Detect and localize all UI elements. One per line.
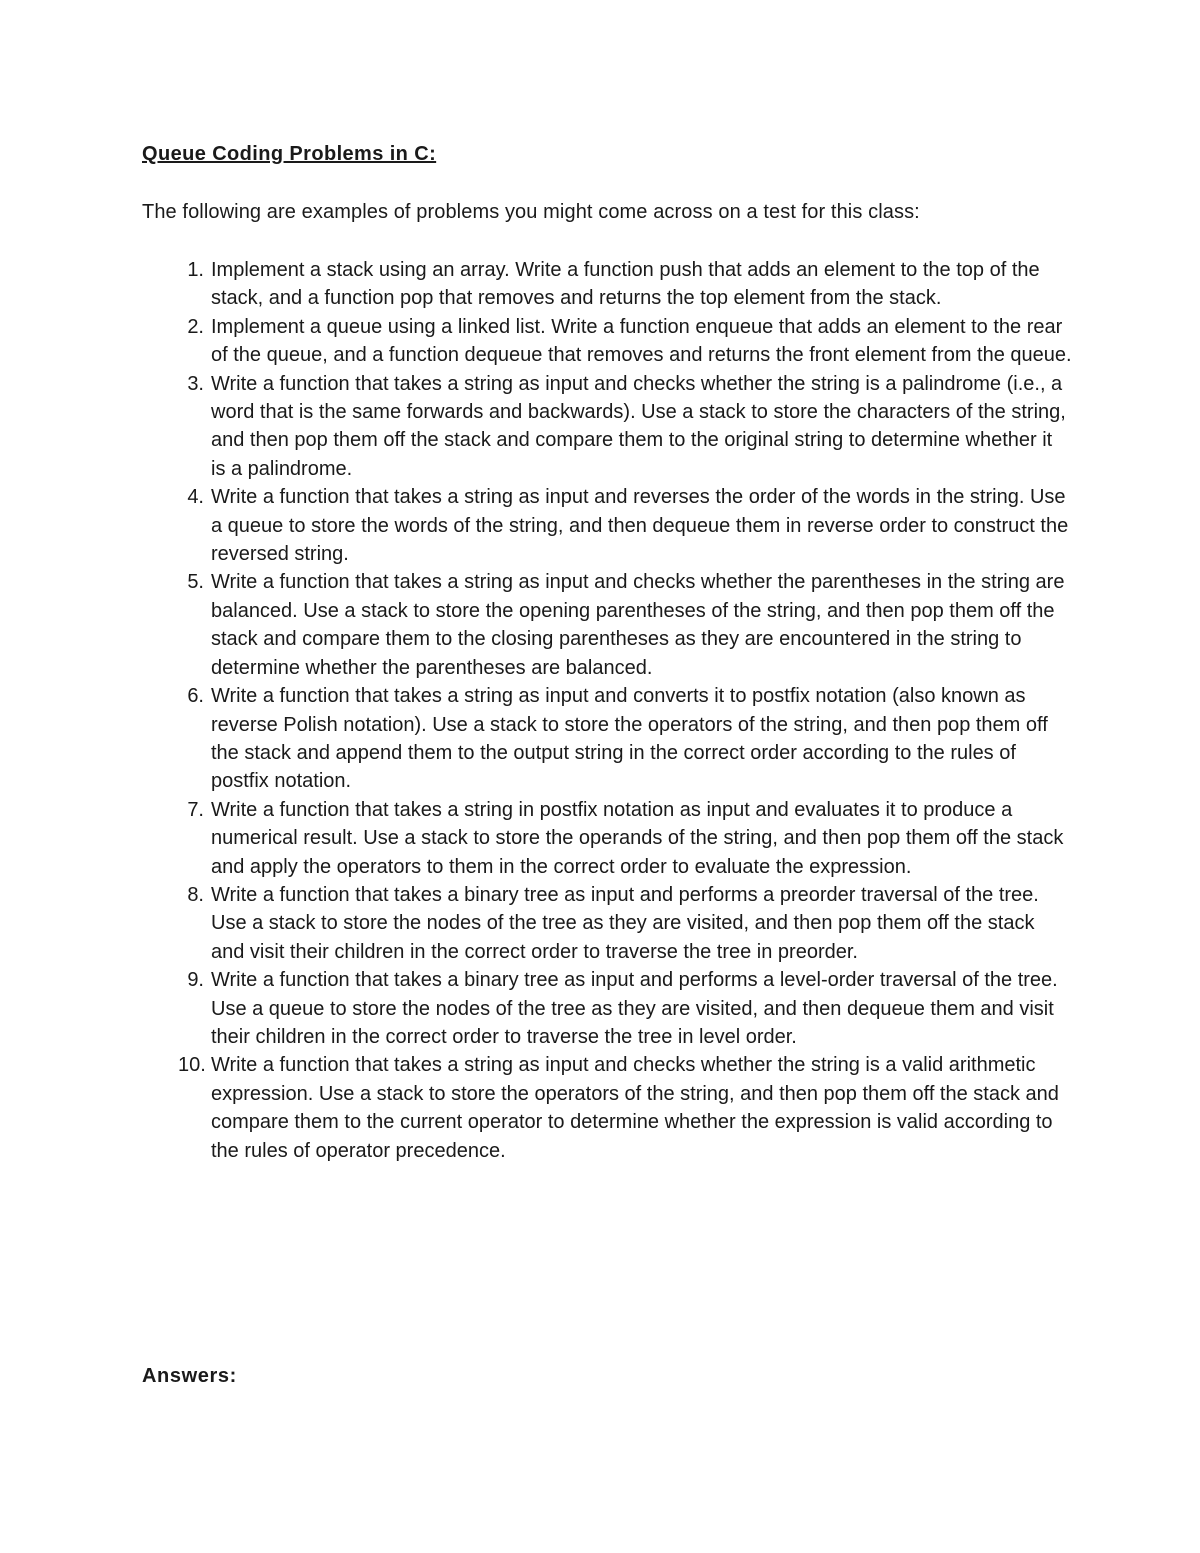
list-item-text: Write a function that takes a binary tree as input and performs a level-order traversal of the tree. Use a queue to store the nodes of the tree as they are visited, and then dequeue them and visit their children in the correct order to traverse the tree in level order. bbox=[211, 969, 1058, 1048]
list-item-text: Write a function that takes a string as input and converts it to postfix notation (also known as reverse Polish notation). Use a stack to store the operators of the string, and then pop them off the stack and append them to the output string in the correct order according to the rules of postfix notation. bbox=[211, 685, 1048, 793]
list-item-text: Write a function that takes a string as input and checks whether the string is a valid arithmetic expression. Use a stack to store the operators of the string, and then pop them off the stack and compare them to the current operator to determine whether the expression is valid according to the rules of operator precedence. bbox=[211, 1054, 1059, 1162]
list-item bbox=[142, 370, 1072, 484]
list-item-text: Write a function that takes a string as input and reverses the order of the words in the string. Use a queue to store the words of the string, and then dequeue them in reverse order to construct the reversed string. bbox=[211, 486, 1069, 566]
list-item bbox=[142, 483, 1072, 568]
list-item bbox=[142, 796, 1072, 881]
list-item-number: 2. bbox=[187, 315, 204, 338]
answers-heading: Answers: bbox=[142, 1365, 237, 1387]
list-item bbox=[142, 313, 1072, 370]
list-item-number: 7. bbox=[187, 798, 204, 821]
list-item-text: Implement a queue using a linked list. Write a function enqueue that adds an element to the rear of the queue, and a function dequeue that removes and returns the front element from the queue. bbox=[211, 315, 1072, 367]
intro-paragraph: The following are examples of problems you might come across on a test for this class: bbox=[142, 201, 920, 223]
problem-list bbox=[142, 256, 1072, 1165]
list-item bbox=[142, 682, 1072, 796]
list-item-number: 1. bbox=[187, 259, 204, 281]
list-item-text: Write a function that takes a binary tree as input and performs a preorder traversal of the tree. Use a stack to store the nodes of the tree as they are visited, and then pop them off the stack and visit their children in the correct order to traverse the tree in preorder. bbox=[211, 883, 1039, 963]
list-item-text: Implement a stack using an array. Write a function push that adds an element to the top of the stack, and a function pop that removes and returns the top element from the stack. bbox=[211, 259, 1040, 310]
document-title: Queue Coding Problems in C: bbox=[142, 143, 437, 165]
list-item-number: 9. bbox=[187, 969, 204, 992]
list-item-number: 5. bbox=[187, 571, 204, 594]
list-item-text: Write a function that takes a string as input and checks whether the parentheses in the string are balanced. Use a stack to store the opening parentheses of the string, and then pop them off the stack and compare them to the closing parentheses as they are encountered in the string to determine whether the parentheses are balanced. bbox=[211, 571, 1065, 679]
list-item-number: 4. bbox=[187, 486, 204, 509]
list-item bbox=[142, 881, 1072, 966]
list-item-number: 3. bbox=[187, 372, 204, 395]
list-item bbox=[142, 256, 1072, 313]
list-item-number: 8. bbox=[187, 883, 204, 906]
list-item-text: Write a function that takes a string in postfix notation as input and evaluates it to produce a numerical result. Use a stack to store the operands of the string, and then pop them off the stack and apply the operators to them in the correct order to evaluate the expression. bbox=[211, 798, 1064, 878]
list-item-number: 6. bbox=[187, 685, 204, 708]
list-item-number: 10. bbox=[178, 1054, 206, 1077]
list-item bbox=[142, 568, 1072, 682]
list-item-text: Write a function that takes a string as input and checks whether the string is a palindrome (i.e., a word that is the same forwards and backwards). Use a stack to store the characters of the string, and then pop them off the stack and compare them to the original string to determine whether it is a palindrome. bbox=[211, 372, 1066, 480]
list-item bbox=[142, 966, 1072, 1051]
list-item bbox=[142, 1051, 1072, 1165]
